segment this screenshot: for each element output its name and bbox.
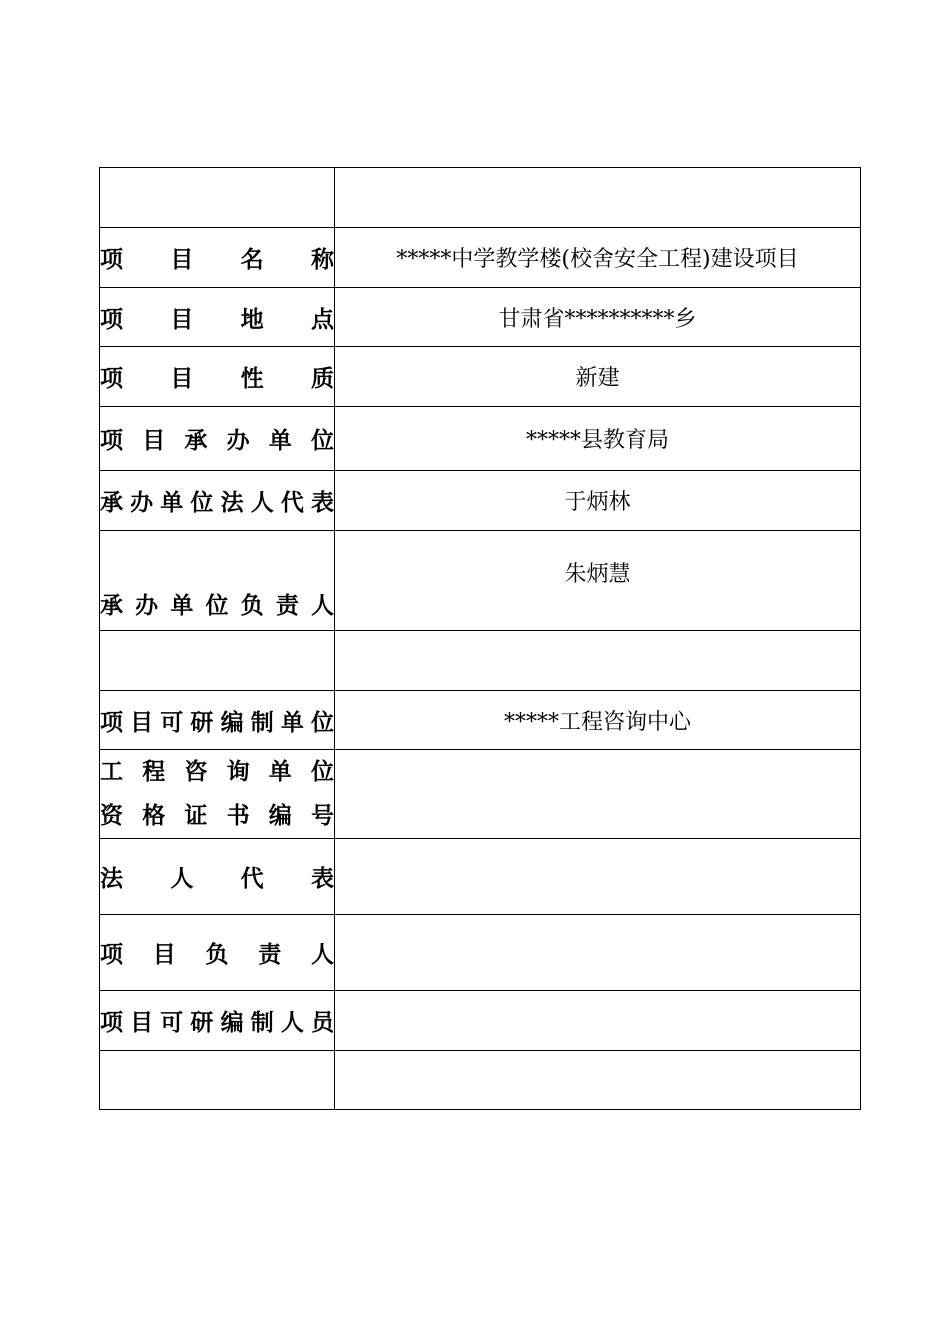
- project-nature-label-cell: [100, 347, 335, 407]
- project-location-label-cell: [100, 288, 335, 347]
- table-row: [100, 471, 861, 531]
- row-value-cell: [335, 168, 861, 228]
- consult-legal-rep-value-cell: [335, 839, 861, 915]
- legal-representative-label-cell: [100, 471, 335, 531]
- row-value-cell: [335, 631, 861, 691]
- project-name-value: *****中学教学楼(校舍安全工程)建设项目: [396, 247, 799, 272]
- project-leader-label: 项目负责人: [100, 942, 334, 968]
- table-row: [100, 915, 861, 991]
- legal-representative-value: 于炳林: [564, 490, 631, 515]
- project-nature-value: 新建: [575, 366, 620, 391]
- table-row: [100, 288, 861, 347]
- row-label-cell: [100, 631, 335, 691]
- feasibility-unit-label: 项目可研编制单位: [100, 709, 334, 736]
- project-info-table: [99, 167, 861, 1110]
- table-row: [100, 750, 861, 839]
- project-nature-label: 项目性质: [100, 366, 334, 392]
- project-location-value: 甘肃省**********乡: [498, 306, 697, 332]
- row-label-cell: [100, 168, 335, 228]
- table-row: [100, 839, 861, 915]
- feasibility-unit-value: *****工程咨询中心: [503, 709, 691, 735]
- project-nature-value-cell: [335, 347, 861, 407]
- consult-legal-rep-label-cell: [100, 839, 335, 915]
- project-location-label: 项目地点: [100, 306, 334, 333]
- table-row: [100, 228, 861, 288]
- feasibility-staff-label-cell: [100, 991, 335, 1051]
- legal-representative-value-cell: [335, 471, 861, 531]
- certificate-number-label-line2: 资格证书编号: [100, 803, 334, 829]
- project-name-label-cell: [100, 228, 335, 288]
- undertaking-unit-label-cell: [100, 407, 335, 471]
- unit-responsible-value: 朱炳慧: [564, 562, 631, 587]
- table-row: [100, 168, 861, 228]
- table-row: [100, 631, 861, 691]
- undertaking-unit-label: 项目承办单位: [100, 428, 334, 454]
- project-name-value-cell: [335, 228, 861, 288]
- project-name-label: 项目名称: [100, 247, 334, 273]
- undertaking-unit-value-cell: [335, 407, 861, 471]
- feasibility-staff-label: 项目可研编制人员: [100, 1010, 334, 1036]
- table-row: [100, 347, 861, 407]
- table-row: [100, 991, 861, 1051]
- unit-responsible-label: 承办单位负责人: [100, 593, 334, 619]
- feasibility-staff-value-cell: [335, 991, 861, 1051]
- table-row: [100, 1051, 861, 1110]
- project-leader-label-cell: [100, 915, 335, 991]
- legal-representative-label: 承办单位法人代表: [100, 490, 334, 516]
- table-row: [100, 407, 861, 471]
- table-row: [100, 691, 861, 750]
- consult-legal-rep-label: 法人代表: [100, 866, 334, 892]
- certificate-number-value-cell: [335, 750, 861, 839]
- unit-responsible-value-cell: [335, 531, 861, 631]
- row-label-cell: [100, 1051, 335, 1110]
- undertaking-unit-value: *****县教育局: [525, 428, 669, 453]
- feasibility-unit-value-cell: [335, 691, 861, 750]
- unit-responsible-label-cell: [100, 531, 335, 631]
- row-value-cell: [335, 1051, 861, 1110]
- project-leader-value-cell: [335, 915, 861, 991]
- table-row: [100, 531, 861, 631]
- feasibility-unit-label-cell: [100, 691, 335, 750]
- certificate-number-label-line1: 工程咨询单位: [100, 759, 334, 785]
- project-location-value-cell: [335, 288, 861, 347]
- certificate-number-label-cell: [100, 750, 335, 839]
